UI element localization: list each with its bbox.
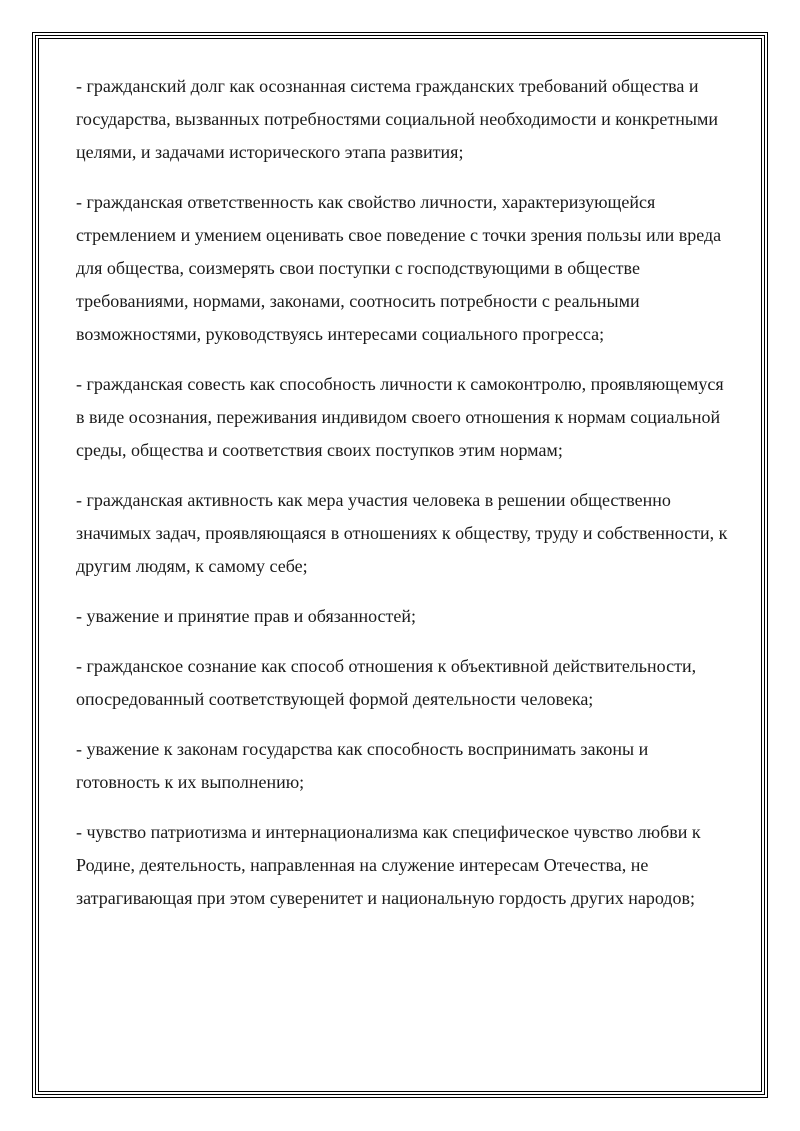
paragraph-rights-duties: - уважение и принятие прав и обязанностей; [76, 606, 417, 626]
paragraph-civic-responsibility: - гражданская ответственность как свойство личности, характеризующейся стремлением и умением оценивать свое поведение с точки зрения пользы или вреда для общества, соизмерять свои поступки с господствующими в обществе требованиями, нормами, законами, соотносить потребности с реальными возможностями, руководствуясь интересами социального прогресса; [76, 192, 722, 344]
paragraph-civic-conscience: - гражданская совесть как способность личности к самоконтролю, проявляющемуся в виде осознания, переживания индивидом своего отношения к нормам социальной среды, общества и соответствия своих поступков этим нормам; [76, 374, 724, 460]
paragraph-civic-duty: - гражданский долг как осознанная система гражданских требований общества и государства, вызванных потребностями социальной необходимости и конкретными целями, и задачами исторического этапа развития; [76, 76, 719, 162]
paragraph-respect-for-laws: - уважение к законам государства как способность воспринимать законы и готовность к их выполнению; [76, 739, 649, 792]
paragraph-patriotism: - чувство патриотизма и интернационализма как специфическое чувство любви к Родине, деятельность, направленная на служение интересам Отечества, не затрагивающая при этом суверенитет и национальную гордость других народов; [76, 822, 701, 908]
document-body [76, 70, 728, 932]
paragraph-civic-consciousness: - гражданское сознание как способ отношения к объективной действительности, опосредованный соответствующей формой деятельности человека; [76, 656, 697, 709]
paragraph-civic-activity: - гражданская активность как мера участия человека в решении общественно значимых задач, проявляющаяся в отношениях к обществу, труду и собственности, к другим людям, к самому себе; [76, 490, 728, 576]
